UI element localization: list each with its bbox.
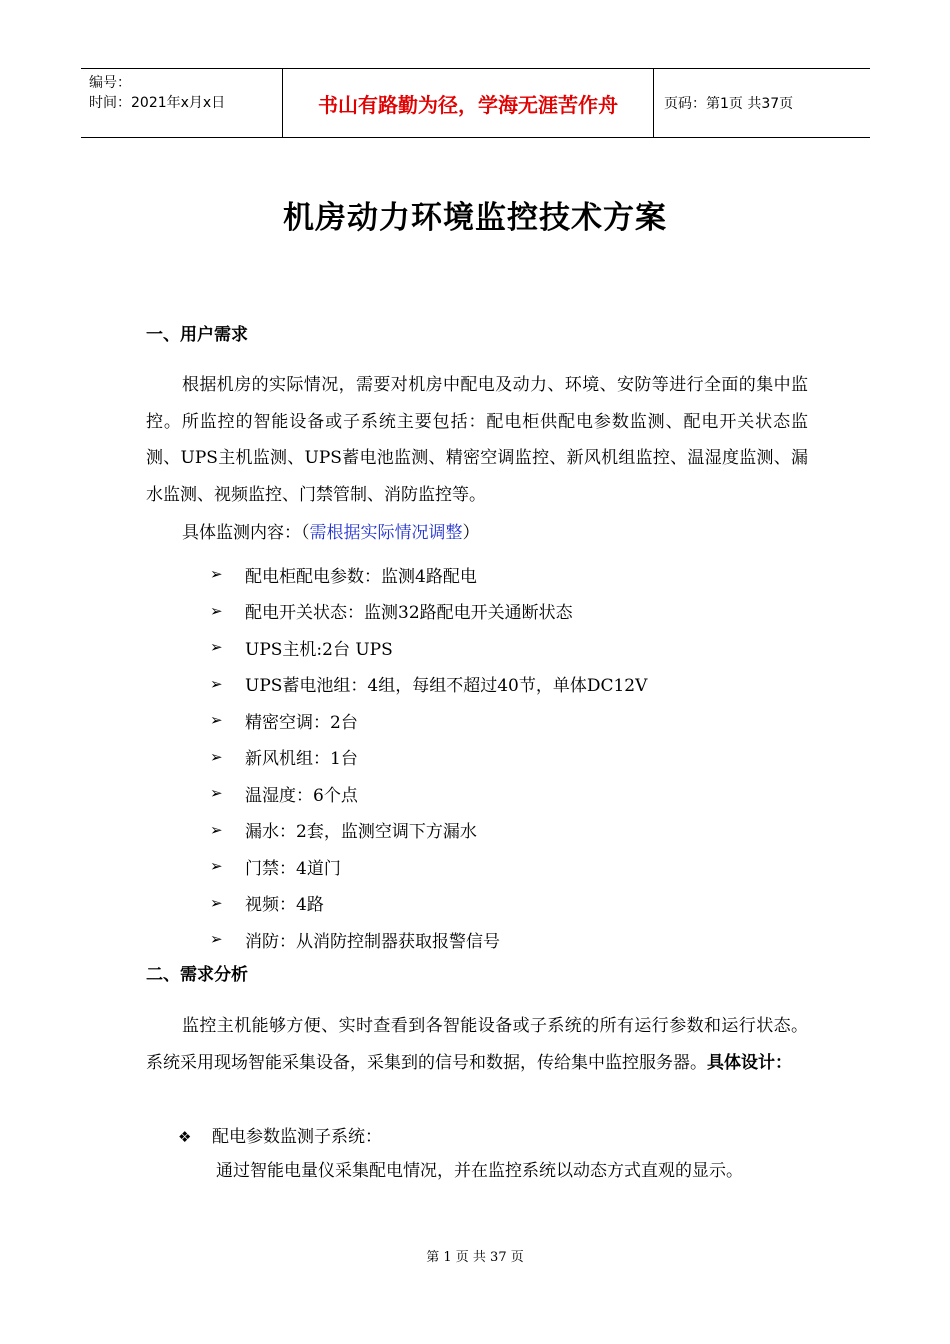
arrow-bullet-icon: ➢: [210, 601, 223, 620]
section2-heading: 二、需求分析: [146, 965, 248, 985]
list-item: [210, 702, 647, 739]
arrow-bullet-icon: ➢: [210, 820, 223, 839]
monitor-list: [210, 556, 647, 958]
list-item: [210, 848, 647, 885]
document-title: 机房动力环境监控技术方案: [283, 200, 667, 236]
list-item-text: 新风机组：1台: [245, 749, 358, 770]
header-page-info: 页码：第1页 共37页: [664, 96, 794, 112]
arrow-bullet-icon: ➢: [210, 893, 223, 912]
section1-heading: 一、用户需求: [146, 325, 248, 345]
arrow-bullet-icon: ➢: [210, 857, 223, 876]
list-item: [210, 556, 647, 593]
subsection-heading: [178, 1125, 382, 1149]
list-item: [210, 666, 647, 703]
subsection-heading-text: 配电参数监测子系统：: [212, 1127, 382, 1147]
header-motto: 书山有路勤为径，学海无涯苦作舟: [282, 69, 654, 137]
list-item-text: 漏水：2套，监测空调下方漏水: [245, 822, 477, 843]
content-note: 需根据实际情况调整: [309, 523, 463, 543]
arrow-bullet-icon: ➢: [210, 711, 223, 730]
section2-paragraph: [146, 1008, 808, 1081]
list-item: [210, 775, 647, 812]
list-item-text: 精密空调：2台: [245, 712, 358, 733]
list-item: [210, 629, 647, 666]
arrow-bullet-icon: ➢: [210, 674, 223, 693]
diamond-bullet-icon: ❖: [178, 1128, 192, 1146]
list-item-text: 消防：从消防控制器获取报警信号: [245, 931, 500, 952]
list-item-text: 门禁：4道门: [245, 858, 341, 879]
list-item: [210, 921, 647, 958]
list-item: [210, 739, 647, 776]
content-close: ）: [462, 523, 480, 543]
list-item-text: UPS蓄电池组：4组，每组不超过40节，单体DC12V: [245, 676, 648, 697]
list-item-text: 配电柜配电参数：监测4路配电: [245, 566, 477, 587]
list-item: [210, 885, 647, 922]
list-item: [210, 812, 647, 849]
section2-paragraph-bold: 具体设计：: [707, 1052, 792, 1073]
arrow-bullet-icon: ➢: [210, 930, 223, 949]
number-label: 编号：: [89, 75, 131, 91]
list-item-text: UPS主机:2台 UPS: [245, 639, 393, 660]
list-item-text: 视频：4路: [245, 895, 324, 916]
header-table: [81, 68, 870, 138]
time-label: 时间：2021年x月x日: [89, 95, 226, 111]
page-footer: 第 1 页 共 37 页: [426, 1250, 524, 1265]
content-label: 具体监测内容：（: [182, 523, 310, 543]
header-left-cell: [81, 69, 282, 137]
list-item-text: 温湿度：6个点: [245, 785, 358, 806]
arrow-bullet-icon: ➢: [210, 747, 223, 766]
section1-paragraph: 根据机房的实际情况，需要对机房中配电及动力、环境、安防等进行全面的集中监控。所监控的智能设备或子系统主要包括：配电柜供配电参数监测、配电开关状态监测、UPS主机监测、UPS蓄电池监测、精密空调监控、新风机组监控、温湿度监测、漏水监测、视频监控、门禁管制、消防监控等。: [146, 375, 808, 505]
section2-paragraph-text: 监控主机能够方便、实时查看到各智能设备或子系统的所有运行参数和运行状态。系统采用现场智能采集设备，采集到的信号和数据，传给集中监控服务器。: [146, 1016, 808, 1073]
list-item: [210, 593, 647, 630]
arrow-bullet-icon: ➢: [210, 784, 223, 803]
content-label-line: [182, 521, 480, 545]
subsection-paragraph: 通过智能电量仪采集配电情况，并在监控系统以动态方式直观的显示。: [216, 1161, 743, 1181]
list-item-text: 配电开关状态：监测32路配电开关通断状态: [245, 603, 573, 624]
arrow-bullet-icon: ➢: [210, 638, 223, 657]
arrow-bullet-icon: ➢: [210, 565, 223, 584]
